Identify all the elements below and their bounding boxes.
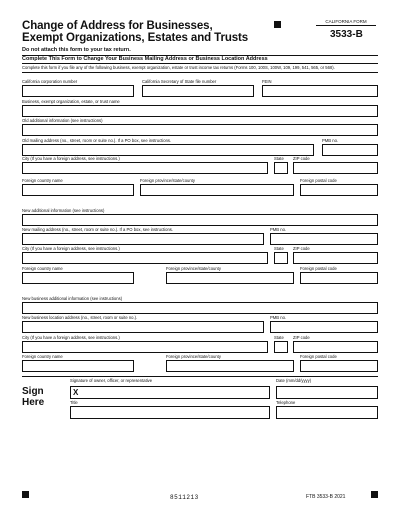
sos-file-label: California Secretary of State file number [142,79,217,84]
location-pmb-label: PMB no. [270,315,287,320]
location-state-field[interactable] [274,341,288,353]
fein-field[interactable] [262,85,378,97]
old-additional-label: Old additional information (see instructions) [22,118,103,123]
old-zip-label: ZIP code [293,156,310,161]
corp-number-label: California corporation number [22,79,78,84]
location-foreign-country-field[interactable] [22,360,134,372]
instructions-divider [22,72,378,73]
location-city-field[interactable] [22,341,268,353]
new-foreign-province-field[interactable] [166,272,294,284]
form-label: CALIFORNIA FORM [316,19,376,26]
signature-field[interactable] [70,386,270,399]
barcode-number: 8511213 [170,494,199,501]
new-city-label: City (If you have a foreign address, see instructions.) [22,246,120,251]
new-business-additional-label: New business additional information (see instructions) [22,296,123,301]
old-city-field[interactable] [22,162,268,174]
signature-x-mark: X [73,388,79,397]
new-pmb-field[interactable] [270,233,378,245]
telephone-field[interactable] [276,406,378,419]
location-foreign-province-label: Foreign province/state/county [166,354,221,359]
old-foreign-province-field[interactable] [140,184,294,196]
old-city-label: City (If you have a foreign address, see instructions.) [22,156,120,161]
new-state-label: State [274,246,284,251]
new-pmb-label: PMB no. [270,227,287,232]
location-zip-label: ZIP code [293,335,310,340]
old-foreign-country-label: Foreign country name [22,178,63,183]
location-zip-field[interactable] [293,341,378,353]
corp-number-field[interactable] [22,85,134,97]
banner-divider [22,63,378,64]
new-foreign-postal-label: Foreign postal code [300,266,337,271]
instructions: Complete this form if you file any of the following business, exempt organization, estate or trust income tax returns (Forms 100, 100S, 100W, 109, 199, 541, 565, or 568). [22,65,335,70]
new-location-field[interactable] [22,321,264,333]
old-foreign-country-field[interactable] [22,184,134,196]
location-foreign-postal-field[interactable] [300,360,378,372]
old-mailing-label: Old mailing address (no., street, room or suite no.). If a PO box, see instructions. [22,138,172,143]
banner: Complete This Form to Change Your Business Mailing Address or Business Location Address [22,56,268,62]
old-pmb-field[interactable] [322,144,378,156]
signature-label: Signature of owner, officer, or representative [70,378,153,383]
fein-label: FEIN [262,79,272,84]
new-foreign-postal-field[interactable] [300,272,378,284]
new-zip-label: ZIP code [293,246,310,251]
old-zip-field[interactable] [293,162,378,174]
old-state-label: State [274,156,284,161]
new-city-field[interactable] [22,252,268,264]
title-line-2: Exempt Organizations, Estates and Trusts [22,32,249,44]
form-footer: FTB 3533-B 2021 [306,494,346,500]
form-title [22,20,248,44]
new-business-additional-field[interactable] [22,302,378,314]
sos-file-field[interactable] [142,85,254,97]
telephone-label: Telephone [276,400,296,405]
sign-here-heading [22,386,44,408]
location-city-label: City (If you have a foreign address, see instructions.) [22,335,120,340]
old-foreign-postal-field[interactable] [300,184,378,196]
new-foreign-country-field[interactable] [22,272,134,284]
location-state-label: State [274,335,284,340]
old-additional-field[interactable] [22,124,378,136]
new-foreign-province-label: Foreign province/state/county [166,266,221,271]
new-state-field[interactable] [274,252,288,264]
title-field[interactable] [70,406,270,419]
new-additional-field[interactable] [22,214,378,226]
business-name-label: Business, exempt organization, estate, or trust name [22,99,120,104]
date-label: Date (mm/dd/yyyy) [276,378,312,383]
location-foreign-province-field[interactable] [166,360,294,372]
signature-divider [22,376,378,377]
new-location-label: New business location address (no., street, room or suite no.). [22,315,138,320]
old-foreign-postal-label: Foreign postal code [300,178,337,183]
sign-here-line-1: Sign [22,386,44,397]
new-foreign-country-label: Foreign country name [22,266,63,271]
location-foreign-postal-label: Foreign postal code [300,354,337,359]
new-mailing-label: New mailing address (no., street, room or suite no.). If a PO box, see instructions. [22,227,174,232]
date-field[interactable] [276,386,378,399]
old-foreign-province-label: Foreign province/state/county [140,178,195,183]
old-mailing-field[interactable] [22,144,314,156]
registration-mark-bottom-left [22,491,29,498]
registration-mark-bottom-right [371,491,378,498]
business-name-field[interactable] [22,105,378,117]
new-additional-label: New additional information (see instructions) [22,208,105,213]
subnote: Do not attach this form to your tax return. [22,47,131,53]
title-line-1: Change of Address for Businesses, [22,20,213,32]
old-pmb-label: PMB no. [322,138,339,143]
form-number: 3533-B [330,29,363,40]
location-foreign-country-label: Foreign country name [22,354,63,359]
old-state-field[interactable] [274,162,288,174]
location-pmb-field[interactable] [270,321,378,333]
title-label: Title [70,400,78,405]
new-zip-field[interactable] [293,252,378,264]
new-mailing-field[interactable] [22,233,264,245]
sign-here-line-2: Here [22,397,45,408]
registration-mark [274,21,281,28]
